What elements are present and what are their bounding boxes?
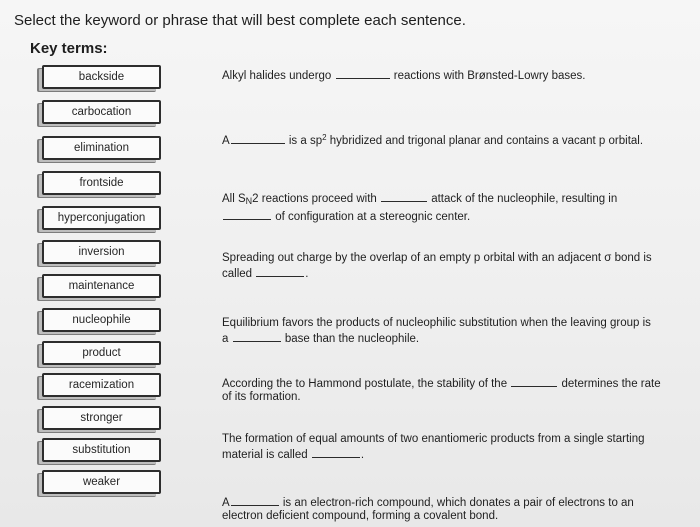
sentence-2-after: hybridized and trigonal planar and contains a vacant p orbital. [329, 135, 644, 147]
sentence-3-line2: of configuration at a stereognic center. [275, 211, 471, 223]
sentence-3-mid: 2 reactions proceed with [252, 193, 377, 205]
blank-8[interactable] [231, 494, 279, 506]
sentence-4-line2: called [222, 268, 253, 280]
blank-4[interactable] [256, 265, 304, 277]
sentence-5-line2-after: base than the nucleophile. [284, 333, 420, 345]
sentence-6 [222, 375, 661, 404]
term-carbocation[interactable]: carbocation [42, 100, 161, 124]
blank-6[interactable] [511, 375, 557, 387]
sentence-8-line2: electron deficient compound, forming a covalent bond. [222, 510, 499, 522]
sentence-3-before: All S [222, 193, 246, 205]
sentence-3-after: attack of the nucleophile, resulting in [431, 193, 618, 205]
sentence-6-line2: of its formation. [222, 391, 301, 403]
term-maintenance[interactable]: maintenance [42, 274, 161, 298]
sentence-1-before: Alkyl halides undergo [222, 70, 332, 82]
sentence-4 [222, 252, 652, 281]
term-stronger[interactable]: stronger [42, 406, 161, 430]
sentence-1 [222, 67, 585, 83]
sentence-8 [222, 494, 634, 523]
sentence-7-line1: The formation of equal amounts of two enantiomeric products from a single starting [222, 433, 645, 445]
term-backside[interactable]: backside [42, 65, 161, 89]
sentence-8-after: is an electron-rich compound, which donates a pair of electrons to an [282, 497, 634, 509]
term-weaker[interactable]: weaker [42, 470, 161, 494]
blank-7[interactable] [312, 446, 360, 458]
sentence-3 [222, 190, 617, 224]
sentence-5 [222, 317, 651, 346]
blank-5[interactable] [233, 330, 281, 342]
sentence-5-line1: Equilibrium favors the products of nucleophilic substitution when the leaving group is [222, 317, 651, 329]
blank-1[interactable] [336, 67, 390, 79]
key-terms-heading: Key terms: [30, 40, 108, 57]
blank-3b[interactable] [223, 208, 271, 220]
sentence-8-before: A [222, 497, 230, 509]
sentence-4-line1: Spreading out charge by the overlap of an empty p orbital with an adjacent σ bond is [222, 252, 652, 264]
sentence-2-middle: is a sp [288, 135, 323, 147]
sentence-2 [222, 131, 643, 148]
sentence-3-subscript: N [245, 196, 253, 206]
term-inversion[interactable]: inversion [42, 240, 161, 264]
sentence-6-after: determines the rate [561, 378, 661, 390]
instruction-text: Select the keyword or phrase that will best complete each sentence. [14, 12, 466, 29]
term-elimination[interactable]: elimination [42, 136, 161, 160]
term-nucleophile[interactable]: nucleophile [42, 308, 161, 332]
sentence-2-superscript: 2 [322, 133, 327, 142]
blank-2[interactable] [231, 132, 285, 144]
term-frontside[interactable]: frontside [42, 171, 161, 195]
sentence-4-end: . [305, 268, 309, 280]
sentence-7 [222, 433, 645, 462]
term-product[interactable]: product [42, 341, 161, 365]
sentence-7-end: . [360, 449, 365, 461]
sentence-6-before: According the to Hammond postulate, the stability of the [222, 378, 508, 390]
sentence-2-before: A [222, 135, 230, 147]
sentence-1-after: reactions with Brønsted-Lowry bases. [393, 70, 586, 82]
term-hyperconjugation[interactable]: hyperconjugation [42, 206, 161, 230]
blank-3a[interactable] [381, 190, 427, 202]
term-racemization[interactable]: racemization [42, 373, 161, 397]
sentence-7-line2: material is called [222, 449, 308, 461]
sentence-5-line2-before: a [222, 333, 229, 345]
term-substitution[interactable]: substitution [42, 438, 161, 462]
